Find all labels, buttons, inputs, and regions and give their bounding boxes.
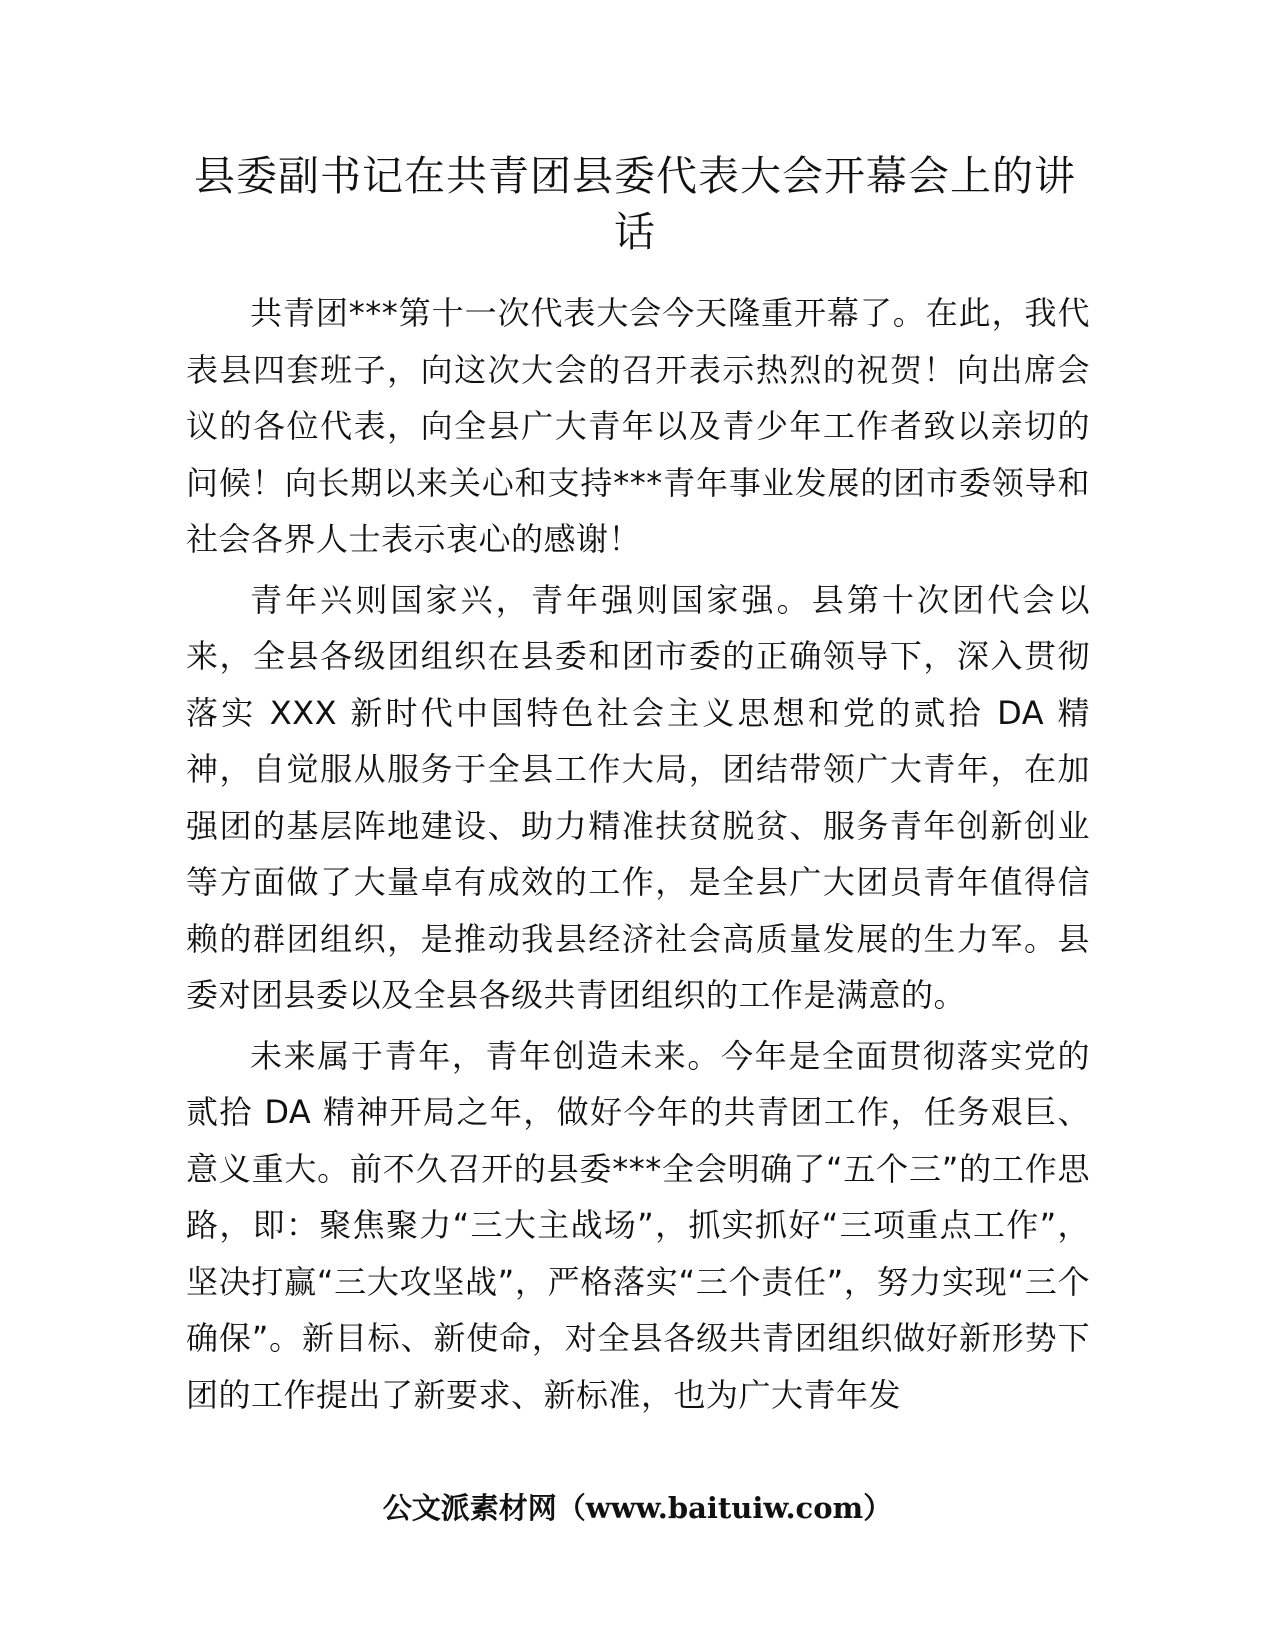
paragraph-3: 未来属于青年，青年创造未来。今年是全面贯彻落实党的贰拾 DA 精神开局之年，做好今年的共青团工作，任务艰巨、意义重大。前不久召开的县委***全会明确了“五个三”的工作思路，即：聚焦聚力“三大主战场”，抓实抓好“三项重点工作”，坚决打赢“三大攻坚战”，严格落实“三个责任”，努力实现“三个确保”。新目标、新使命，对全县各级共青团组织做好新形势下团的工作提出了新要求、新标准，也为广大青年发: [186, 1036, 1090, 1414]
document-title: 县委副书记在共青团县委代表大会开幕会上的讲话: [194, 152, 1076, 256]
paragraph-2: 青年兴则国家兴，青年强则国家强。县第十次团代会以来，全县各级团组织在县委和团市委的正确领导下，深入贯彻落实 XXX 新时代中国特色社会主义思想和党的贰拾 DA 精神，自觉服从服务于全县工作大局，团结带领广大青年，在加强团的基层阵地建设、助力精准扶贫脱贫、服务青年创新创业等方面做了大量卓有成效的工作，是全县广大团员青年值得信赖的群团组织，是推动我县经济社会高质量发展的生力军。县委对团县委以及全县各级共青团组织的工作是满意的。: [186, 580, 1090, 1014]
watermark-footer: 公文派素材网（www.baituiw.com）: [382, 1491, 893, 1525]
paragraph-1: 共青团***第十一次代表大会今天隆重开幕了。在此，我代表县四套班子，向这次大会的召开表示热烈的祝贺！向出席会议的各位代表，向全县广大青年以及青少年工作者致以亲切的问候！向长期以来关心和支持***青年事业发展的团市委领导和社会各界人士表示衷心的感谢！: [186, 294, 1090, 558]
document-body: [186, 285, 1090, 1427]
